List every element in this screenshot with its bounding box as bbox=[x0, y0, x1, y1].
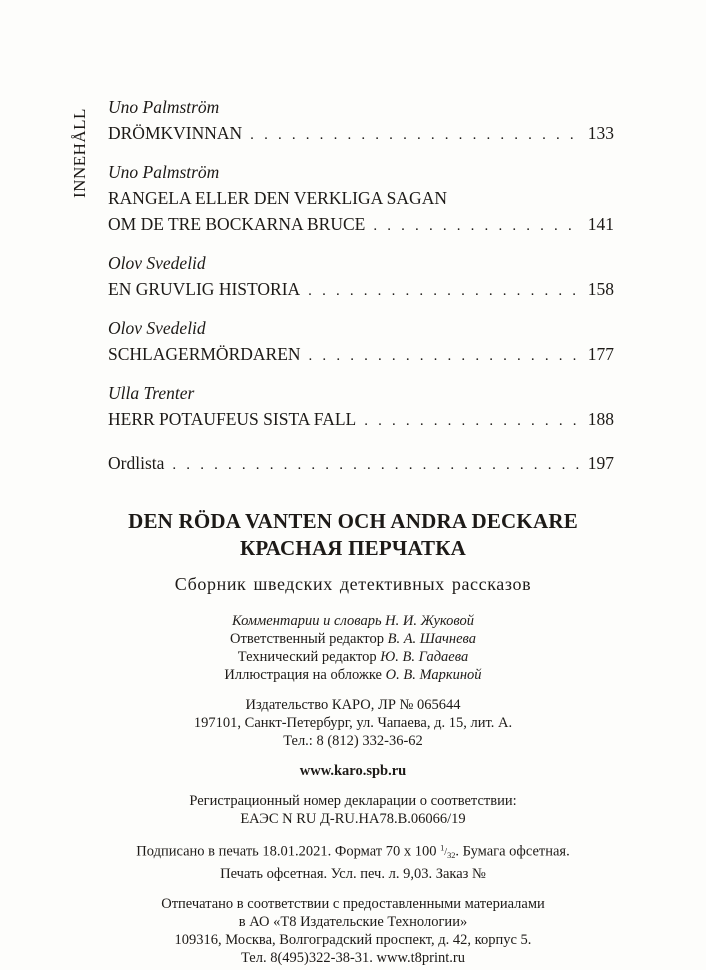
publisher-phone: Тел.: 8 (812) 332-36-62 bbox=[283, 733, 423, 749]
dot-leader bbox=[308, 278, 580, 304]
toc-page-number: 197 bbox=[587, 453, 614, 473]
printer-line: 109316, Москва, Волгоградский проспект, д. 42, корпус 5. bbox=[174, 932, 532, 949]
running-head bbox=[70, 98, 94, 198]
running-head-text: INNEHÅLL bbox=[70, 108, 89, 198]
toc-author: Ulla Trenter bbox=[108, 383, 195, 403]
cover-credit: Иллюстрация на обложке О. В. Маркиной bbox=[224, 667, 482, 683]
toc-line bbox=[108, 406, 614, 432]
commentary-credit: Комментарии и словарь Н. И. Жуковой bbox=[232, 613, 474, 629]
toc-title: DRÖMKVINNAN bbox=[108, 123, 243, 143]
toc-entry bbox=[108, 159, 614, 237]
toc-line bbox=[108, 185, 614, 211]
toc-page-number: 158 bbox=[587, 279, 614, 299]
toc-title: HERR POTAUFEUS SISTA FALL bbox=[108, 409, 357, 429]
toc-page-number: 141 bbox=[587, 214, 614, 234]
format-fraction: $^1/_{32}$ bbox=[440, 844, 456, 861]
printer-info bbox=[80, 895, 626, 967]
toc-entry bbox=[108, 380, 614, 432]
toc-line bbox=[108, 120, 614, 146]
toc-line bbox=[108, 341, 614, 367]
toc-line bbox=[108, 276, 614, 302]
toc-page-number: 177 bbox=[587, 344, 614, 364]
website: www.karo.spb.ru bbox=[299, 763, 407, 779]
credits bbox=[80, 612, 626, 684]
publisher: Издательство КАРО, ЛР № 065644 bbox=[245, 697, 461, 713]
toc-entry bbox=[108, 315, 614, 367]
toc-author: Olov Svedelid bbox=[108, 318, 206, 338]
printer-line: в АО «Т8 Издательские Технологии» bbox=[238, 914, 468, 931]
tech-editor-credit: Технический редактор Ю. В. Гадаева bbox=[237, 649, 469, 665]
toc-ordlista bbox=[108, 450, 614, 476]
dot-leader bbox=[172, 452, 579, 478]
printer-line: Тел. 8(495)322-38-31. www.t8print.ru bbox=[240, 950, 465, 967]
publisher-address: 197101, Санкт-Петербург, ул. Чапаева, д. 15, лит. А. bbox=[193, 715, 513, 731]
print-details-line: Подписано в печать 18.01.2021. Формат 70 х 100 $^1/_{32}$. Бумага офсетная. bbox=[136, 843, 570, 861]
registration bbox=[80, 792, 626, 828]
toc-entry bbox=[108, 250, 614, 302]
registration-line: ЕАЭС N RU Д-RU.НА78.В.06066/19 bbox=[240, 811, 466, 827]
toc-author: Uno Palmström bbox=[108, 97, 220, 117]
title-swedish: DEN RÖDA VANTEN OCH ANDRA DECKARE bbox=[128, 509, 578, 533]
dot-leader bbox=[364, 408, 580, 434]
toc-title: Ordlista bbox=[108, 453, 165, 473]
toc-title: OM DE TRE BOCKARNA BRUCE bbox=[108, 214, 366, 234]
toc-page-number: 133 bbox=[587, 123, 614, 143]
toc-author: Uno Palmström bbox=[108, 162, 220, 182]
print-details-line: Печать офсетная. Усл. печ. л. 9,03. Заказ № bbox=[220, 866, 486, 883]
toc-line bbox=[108, 211, 614, 237]
dot-leader bbox=[250, 122, 580, 148]
registration-line: Регистрационный номер декларации о соответствии: bbox=[189, 793, 517, 809]
printer-line: Отпечатано в соответствии с предоставленными материалами bbox=[161, 896, 545, 913]
toc-page-number: 188 bbox=[587, 409, 614, 429]
publisher-info bbox=[80, 696, 626, 750]
dot-leader bbox=[373, 213, 579, 239]
title-russian: КРАСНАЯ ПЕРЧАТКА bbox=[239, 536, 467, 560]
table-of-contents bbox=[108, 94, 614, 476]
print-details bbox=[80, 840, 626, 883]
editor-credit: Ответственный редактор В. А. Шачнева bbox=[230, 631, 476, 647]
toc-title: EN GRUVLIG HISTORIA bbox=[108, 279, 301, 299]
toc-title: RANGELA ELLER DEN VERKLIGA SAGAN bbox=[108, 188, 447, 208]
toc-title: SCHLAGERMÖRDAREN bbox=[108, 344, 301, 364]
toc-author: Olov Svedelid bbox=[108, 253, 206, 273]
imprint-block bbox=[80, 508, 626, 967]
subtitle: Сборник шведских детективных рассказов bbox=[174, 574, 532, 594]
toc-entry bbox=[108, 94, 614, 146]
dot-leader bbox=[309, 343, 580, 369]
